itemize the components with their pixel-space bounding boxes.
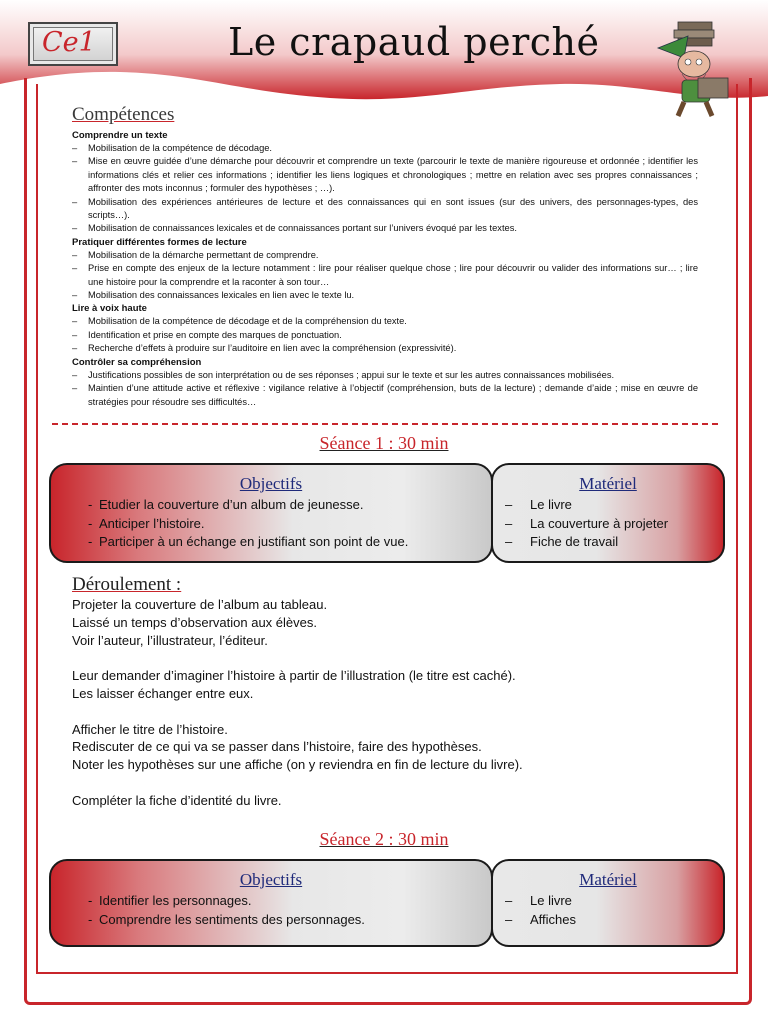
materiel-title: Matériel — [579, 870, 637, 889]
competence-item: – Mise en œuvre guidée d’une démarche pour découvrir et comprendre un texte (parcourir le texte de manière rigoureuse et ordonnée ; identifier les informations clés et relier ces informations ; identifier les liens logiques et chronologiques ; mettre en relation avec ses propres connaissances ; affronter des mots inconnus ; formuler des hypothèses ; …). — [72, 155, 698, 195]
competence-group-heading: Comprendre un texte — [72, 130, 168, 141]
deroulement-section — [72, 574, 702, 827]
seance-2-materiel-box — [491, 859, 725, 947]
competence-item: – Recherche d’effets à produire sur l’auditoire en lien avec la compréhension (expressivité). — [72, 342, 698, 355]
level-badge-label: Ce1 — [42, 27, 96, 58]
materiel-title: Matériel — [579, 474, 637, 493]
competence-group-heading: Pratiquer différentes formes de lecture — [72, 236, 247, 248]
objectifs-list — [51, 496, 491, 552]
section-divider — [52, 423, 718, 425]
seance-2-objectifs-box — [49, 859, 493, 947]
competence-list — [72, 142, 698, 236]
objectif-item: - Etudier la couverture d’un album de jeunesse. — [51, 496, 491, 515]
deroulement-paragraph — [72, 721, 702, 774]
competence-item: – Mobilisation de la démarche permettant de comprendre. — [72, 249, 698, 262]
competence-item: – Mobilisation des connaissances lexicales en lien avec le texte lu. — [72, 289, 698, 302]
competence-item: – Mobilisation de connaissances lexicales et de connaissances portant sur l’univers évoqué par les textes. — [72, 222, 698, 235]
deroulement-paragraph — [72, 596, 702, 649]
materiel-item: – La couverture à projeter — [493, 515, 723, 534]
deroulement-line: Afficher le titre de l’histoire. — [72, 721, 228, 737]
deroulement-paragraph — [72, 792, 702, 810]
competence-item: – Mobilisation de la compétence de décodage et de la compréhension du texte. — [72, 315, 698, 328]
objectif-item: - Comprendre les sentiments des personnages. — [51, 911, 491, 930]
deroulement-line: Noter les hypothèses sur une affiche (on y reviendra en fin de lecture du livre). — [72, 757, 523, 773]
competence-group-heading: Lire à voix haute — [72, 303, 147, 315]
materiel-item: – Le livre — [493, 892, 723, 911]
deroulement-line: Rediscuter de ce qui va se passer dans l’histoire, faire des hypothèses. — [72, 739, 482, 755]
deroulement-title: Déroulement : — [72, 574, 182, 595]
materiel-list — [493, 496, 723, 552]
competence-item: – Maintien d’une attitude active et réflexive : vigilance relative à l’objectif (compréhension, buts de la lecture) ; demande d’aide ; mise en œuvre de stratégies pour résoudre ses difficultés… — [72, 382, 698, 409]
objectifs-title: Objectifs — [239, 474, 303, 493]
deroulement-paragraph — [72, 667, 702, 703]
deroulement-line: Leur demander d’imaginer l’histoire à partir de l’illustration (le titre est caché). — [72, 668, 516, 684]
objectifs-list — [51, 892, 491, 929]
deroulement-line: Les laisser échanger entre eux. — [72, 685, 254, 701]
seance-2-title: Séance 2 : 30 min — [319, 829, 449, 849]
deroulement-line: Compléter la fiche d’identité du livre. — [72, 792, 282, 808]
competence-item: – Identification et prise en compte des marques de ponctuation. — [72, 329, 698, 342]
materiel-item: – Fiche de travail — [493, 533, 723, 552]
seance-1-objectifs-box — [49, 463, 493, 563]
deroulement-line: Voir l’auteur, l’illustrateur, l’éditeur. — [72, 632, 268, 648]
competence-item: – Mobilisation de la compétence de décodage. — [72, 142, 698, 155]
competence-item: – Justifications possibles de son interprétation ou de ses réponses ; appui sur le texte et sur les autres connaissances mobilisées. — [72, 369, 698, 382]
competence-list — [72, 249, 698, 303]
competence-item: – Prise en compte des enjeux de la lecture notamment : lire pour réaliser quelque chose ; lire pour découvrir ou valider des informations sur… ; lire une histoire pour la comprendre et la raconter à son tour… — [72, 262, 698, 289]
materiel-item: – Affiches — [493, 911, 723, 930]
page-title: Le crapaud perché — [228, 20, 600, 64]
objectif-item: - Identifier les personnages. — [51, 892, 491, 911]
objectif-item: - Participer à un échange en justifiant son point de vue. — [51, 533, 491, 552]
materiel-list — [493, 892, 723, 929]
competence-list — [72, 315, 698, 355]
objectif-item: - Anticiper l’histoire. — [51, 515, 491, 534]
competences-section — [72, 104, 698, 409]
deroulement-line: Projeter la couverture de l’album au tableau. — [72, 597, 328, 612]
deroulement-line: Laissé un temps d’observation aux élèves. — [72, 614, 317, 630]
competence-list — [72, 369, 698, 409]
level-badge — [28, 22, 118, 66]
objectifs-title: Objectifs — [239, 870, 303, 889]
seance-1-materiel-box — [491, 463, 725, 563]
competences-title: Compétences — [72, 104, 175, 125]
competence-group-heading: Contrôler sa compréhension — [72, 356, 202, 368]
materiel-item: – Le livre — [493, 496, 723, 515]
seance-1-title: Séance 1 : 30 min — [319, 433, 449, 453]
competence-item: – Mobilisation des expériences antérieures de lecture et des connaissances qui en sont issues (sur des univers, des personnages-types, des scripts…). — [72, 196, 698, 223]
